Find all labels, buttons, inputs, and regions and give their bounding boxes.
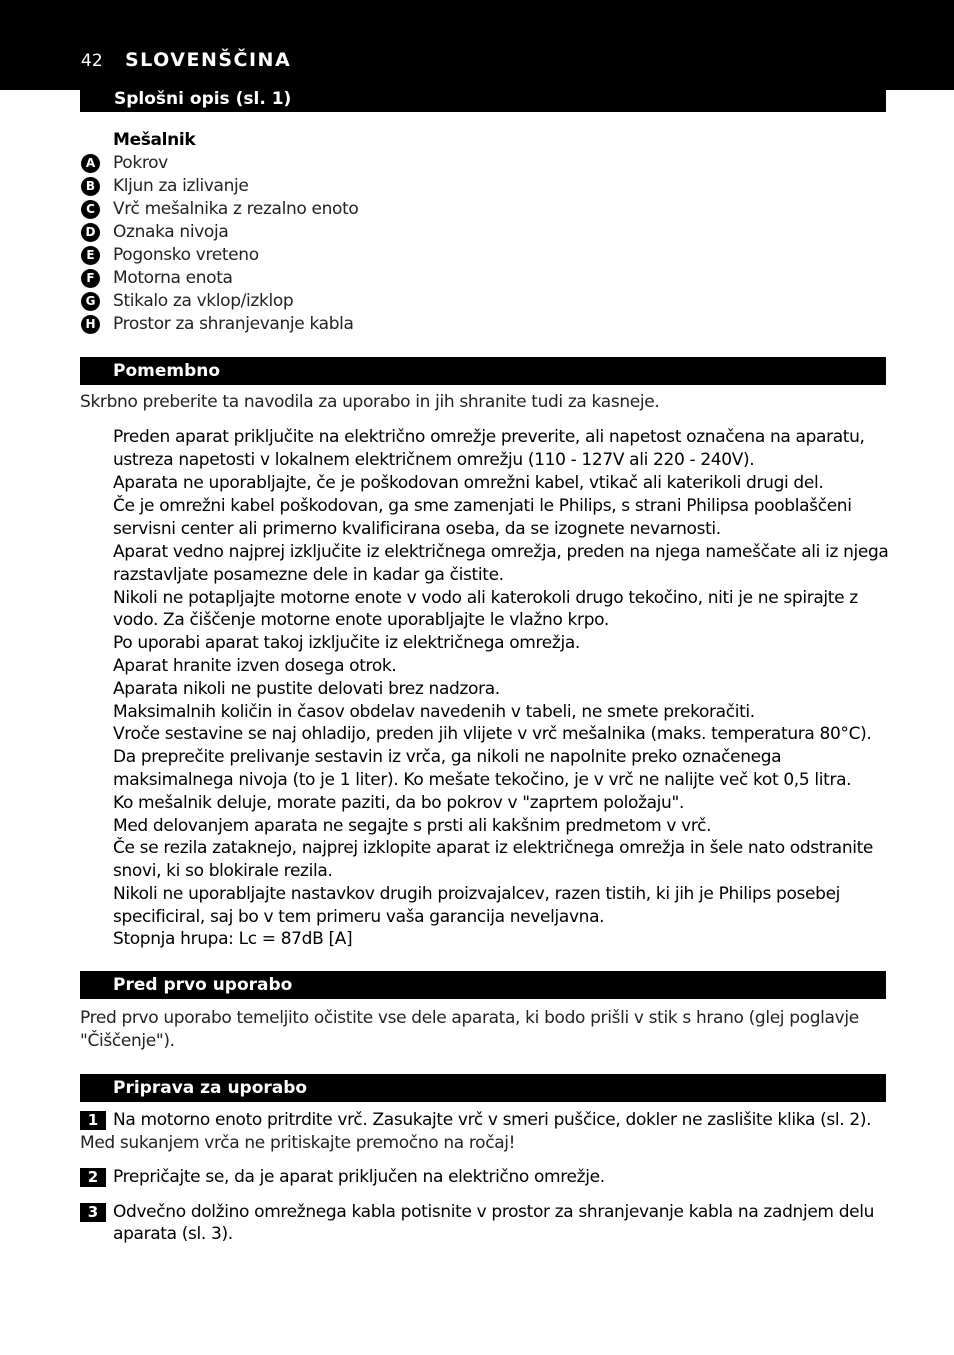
section-preparation-bar	[80, 1074, 886, 1102]
part-item: Stikalo za vklop/izklop	[113, 291, 294, 311]
blender-heading: Mešalnik	[113, 130, 196, 150]
step-number-badge: 1	[80, 1111, 106, 1130]
warning-line: Aparata nikoli ne pustite delovati brez nadzora.	[113, 679, 500, 699]
part-letter-badge: C	[81, 200, 100, 219]
header-bar	[0, 0, 954, 90]
warning-line: Med delovanjem aparata ne segajte s prsti ali kakšnim predmetom v vrč.	[113, 816, 712, 836]
warning-line: Po uporabi aparat takoj izključite iz električnega omrežja.	[113, 633, 580, 653]
part-item: Motorna enota	[113, 268, 233, 288]
part-letter-badge: A	[81, 154, 100, 173]
warning-line: snovi, ki so blokirale rezila.	[113, 861, 333, 881]
warning-line: Nikoli ne uporabljajte nastavkov drugih proizvajalcev, razen tistih, ki jih je Philips posebej	[113, 884, 841, 904]
step-number-badge: 2	[80, 1168, 106, 1187]
section-general-title: Splošni opis (sl. 1)	[114, 89, 292, 109]
step-text: Odvečno dolžino omrežnega kabla potisnite v prostor za shranjevanje kabla na zadnjem delu	[113, 1202, 875, 1222]
language-title: SLOVENŠČINA	[125, 49, 292, 71]
warning-line: Ko mešalnik deluje, morate paziti, da bo pokrov v "zaprtem položaju".	[113, 793, 685, 813]
warning-line: Da preprečite prelivanje sestavin iz vrča, ga nikoli ne napolnite preko označenega	[113, 747, 782, 767]
warning-line: maksimalnega nivoja (to je 1 liter). Ko mešate tekočino, je v vrč ne nalijte več kot 0,5 litra.	[113, 770, 852, 790]
warning-line: Stopnja hrupa: Lc = 87dB [A]	[113, 929, 353, 949]
warning-line: Vroče sestavine se naj ohladijo, preden jih vlijete v vrč mešalnika (maks. temperatura 80°C).	[113, 724, 872, 744]
part-letter-badge: D	[81, 223, 100, 242]
warning-line: Nikoli ne potapljajte motorne enote v vodo ali katerokoli drugo tekočino, niti je ne spirajte z	[113, 588, 858, 608]
section-general-bar	[80, 84, 886, 112]
warning-line: specificiral, saj bo v tem primeru vaša garancija neveljavna.	[113, 907, 605, 927]
warning-line: servisni center ali primerno kvalificirana oseba, da se izognete nevarnosti.	[113, 519, 721, 539]
warning-line: Aparata ne uporabljajte, če je poškodovan omrežni kabel, vtikač ali katerikoli drugi del.	[113, 473, 824, 493]
section-important-bar	[80, 357, 886, 385]
before-first-use-text: "Čiščenje").	[80, 1031, 175, 1051]
step-text: Prepričajte se, da je aparat priključen na električno omrežje.	[113, 1167, 605, 1187]
part-letter-badge: H	[81, 315, 100, 334]
part-item: Pogonsko vreteno	[113, 245, 259, 265]
warning-line: Maksimalnih količin in časov obdelav navedenih v tabeli, ne smete prekoračiti.	[113, 702, 755, 722]
section-preparation-title: Priprava za uporabo	[113, 1078, 308, 1098]
warning-line: Aparat hranite izven dosega otrok.	[113, 656, 397, 676]
warning-line: Če je omrežni kabel poškodovan, ga sme zamenjati le Philips, s strani Philipsa pooblaščeni	[113, 496, 852, 516]
part-letter-badge: F	[81, 269, 100, 288]
warning-line: Preden aparat priključite na električno omrežje preverite, ali napetost označena na aparatu,	[113, 427, 865, 447]
warning-line: razstavljate posamezne dele in kadar ga čistite.	[113, 565, 504, 585]
page-number: 42	[81, 51, 103, 71]
warning-line: Če se rezila zataknejo, najprej izklopite aparat iz električnega omrežja in šele nato odstranite	[113, 838, 874, 858]
part-item: Oznaka nivoja	[113, 222, 229, 242]
warning-line: vodo. Za čiščenje motorne enote uporabljajte le vlažno krpo.	[113, 610, 609, 630]
warning-line: Aparat vedno najprej izključite iz električnega omrežja, preden na njega nameščate ali iz njega	[113, 542, 889, 562]
part-item: Pokrov	[113, 153, 168, 173]
warning-line: ustreza napetosti v lokalnem električnem omrežju (110 - 127V ali 220 - 240V).	[113, 450, 755, 470]
part-letter-badge: B	[81, 177, 100, 196]
part-letter-badge: G	[81, 292, 100, 311]
step-note: Med sukanjem vrča ne pritiskajte premočno na ročaj!	[80, 1133, 516, 1153]
important-intro: Skrbno preberite ta navodila za uporabo in jih shranite tudi za kasneje.	[80, 392, 660, 412]
section-before-first-use-bar	[80, 971, 886, 999]
part-item: Kljun za izlivanje	[113, 176, 249, 196]
part-item: Prostor za shranjevanje kabla	[113, 314, 354, 334]
section-before-first-use-title: Pred prvo uporabo	[113, 975, 293, 995]
part-item: Vrč mešalnika z rezalno enoto	[113, 199, 359, 219]
section-important-title: Pomembno	[113, 361, 221, 381]
part-letter-badge: E	[81, 246, 100, 265]
step-number-badge: 3	[80, 1203, 106, 1222]
step-text: Na motorno enoto pritrdite vrč. Zasukajte vrč v smeri puščice, dokler ne zaslišite klika (sl. 2).	[113, 1110, 872, 1130]
step-text: aparata (sl. 3).	[113, 1224, 233, 1244]
before-first-use-text: Pred prvo uporabo temeljito očistite vse dele aparata, ki bodo prišli v stik s hrano (glej poglavje	[80, 1008, 859, 1028]
